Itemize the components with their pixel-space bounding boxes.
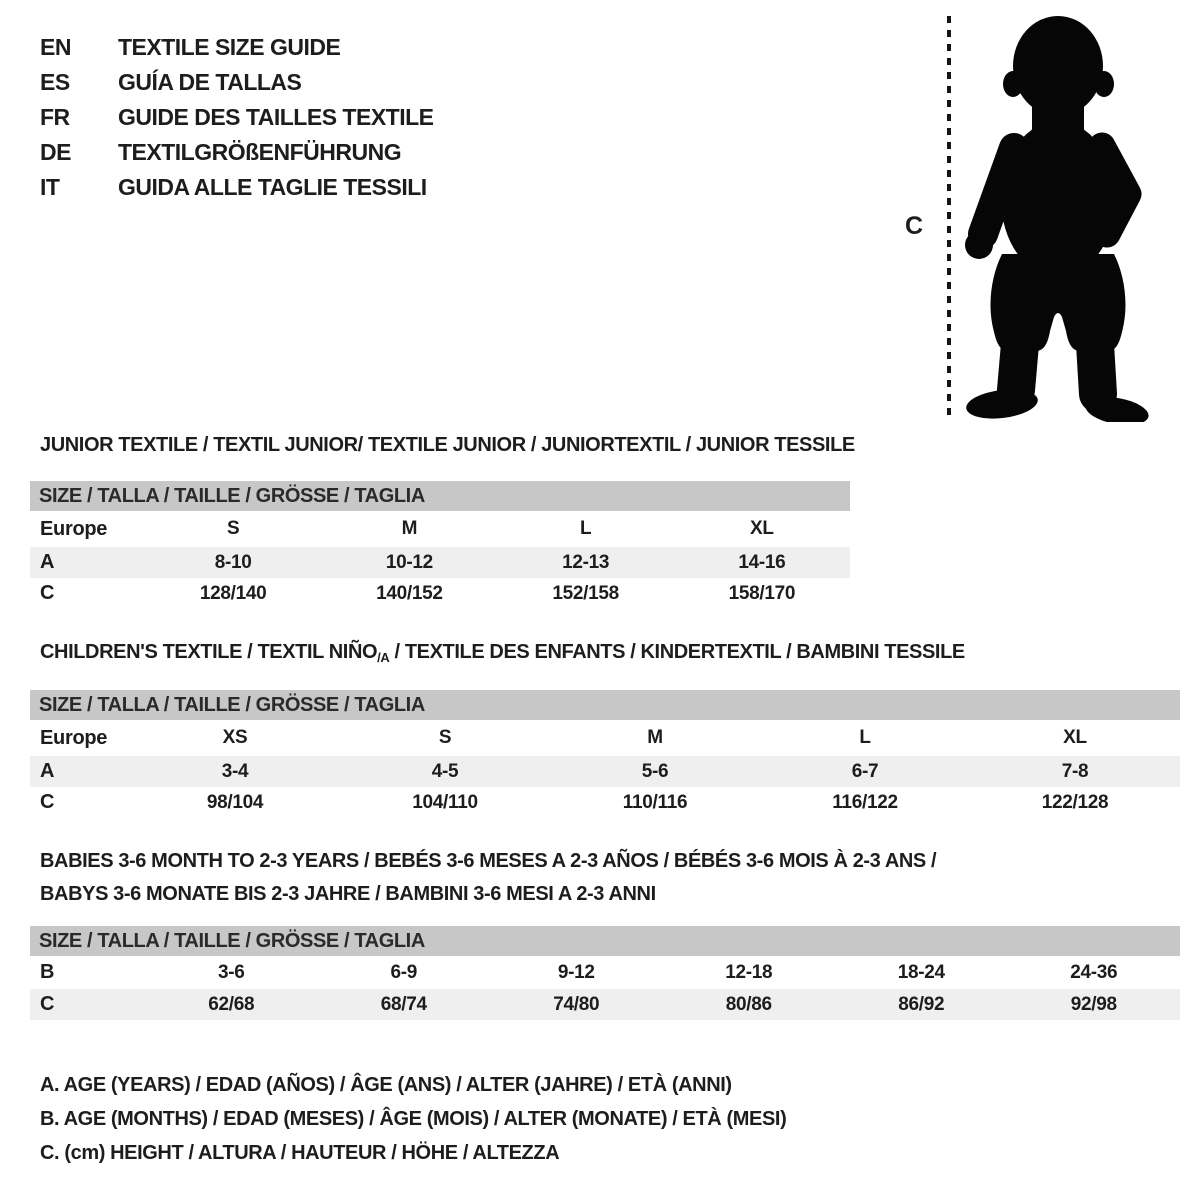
legend-age-months: B. AGE (MONTHS) / EDAD (MESES) / ÂGE (MOIS) / ALTER (MONATE) / ETÀ (MESI) <box>40 1108 787 1130</box>
size-band-header: SIZE / TALLA / TAILLE / GRÖSSE / TAGLIA <box>30 690 1180 720</box>
legend-block <box>40 1068 786 1170</box>
table-cell: 10-12 <box>385 551 433 573</box>
size-col: M <box>647 727 663 748</box>
table-cell: 140/152 <box>376 582 443 604</box>
row-label: A <box>40 551 55 573</box>
guide-title-en: TEXTILE SIZE GUIDE <box>118 34 341 60</box>
row-label: B <box>40 961 55 983</box>
table-cell: 9-12 <box>557 961 595 983</box>
legend-age-years: A. AGE (YEARS) / EDAD (AÑOS) / ÂGE (ANS) / ALTER (JAHRE) / ETÀ (ANNI) <box>40 1074 732 1096</box>
size-band-header: SIZE / TALLA / TAILLE / GRÖSSE / TAGLIA <box>30 926 1180 956</box>
children-age-row <box>30 756 1180 787</box>
table-cell: 62/68 <box>208 993 255 1015</box>
table-cell: 3-4 <box>221 760 249 782</box>
lang-row-en <box>40 30 434 65</box>
junior-section-title: JUNIOR TEXTILE / TEXTIL JUNIOR/ TEXTILE JUNIOR / JUNIORTEXTIL / JUNIOR TESSILE <box>40 434 855 456</box>
lang-row-es <box>40 65 434 100</box>
size-col: S <box>226 518 240 539</box>
children-size-header-row <box>30 720 1180 756</box>
children-section-title <box>40 641 965 669</box>
guide-title-it: GUIDA ALLE TAGLIE TESSILI <box>118 174 427 200</box>
table-cell: 86/92 <box>898 993 945 1015</box>
lang-row-fr <box>40 100 434 135</box>
language-title-block <box>40 30 434 205</box>
table-cell: 24-36 <box>1070 961 1118 983</box>
lang-code: EN <box>40 34 71 60</box>
children-title-suffix: / TEXTILE DES ENFANTS / KINDERTEXTIL / BAMBINI TESSILE <box>389 641 965 663</box>
size-col: L <box>859 727 871 748</box>
table-cell: 8-10 <box>214 551 252 573</box>
children-title-subscript: /A <box>377 650 390 665</box>
table-cell: 98/104 <box>206 791 264 813</box>
babies-size-table <box>30 926 1180 1020</box>
height-measure-label: C <box>905 212 924 240</box>
junior-size-table <box>30 481 850 609</box>
size-band-header: SIZE / TALLA / TAILLE / GRÖSSE / TAGLIA <box>30 481 850 511</box>
size-col: S <box>438 727 452 748</box>
size-col: L <box>579 518 592 539</box>
children-size-table <box>30 690 1180 818</box>
table-cell: 6-7 <box>851 760 879 782</box>
table-cell: 12-13 <box>562 551 610 573</box>
children-height-row <box>30 787 1180 818</box>
table-cell: 110/116 <box>622 791 688 813</box>
row-label: C <box>40 791 55 813</box>
table-cell: 18-24 <box>897 961 945 983</box>
size-col: XL <box>750 518 774 539</box>
row-label: C <box>40 993 55 1015</box>
table-cell: 122/128 <box>1041 791 1109 813</box>
guide-title-fr: GUIDE DES TAILLES TEXTILE <box>118 104 434 130</box>
lang-code: FR <box>40 104 70 130</box>
size-col: XL <box>1063 727 1087 748</box>
guide-title-es: GUÍA DE TALLAS <box>118 69 302 95</box>
table-cell: 7-8 <box>1061 760 1089 782</box>
table-cell: 80/86 <box>725 993 772 1015</box>
table-cell: 92/98 <box>1070 993 1117 1015</box>
table-cell: 74/80 <box>553 993 600 1015</box>
babies-height-row <box>30 989 1180 1020</box>
size-col: XS <box>222 727 248 748</box>
lang-row-de <box>40 135 434 170</box>
toddler-silhouette-icon <box>956 14 1154 422</box>
table-cell: 158/170 <box>728 582 796 604</box>
size-col: M <box>401 518 418 539</box>
lang-code: DE <box>40 139 71 165</box>
children-title-prefix: CHILDREN'S TEXTILE / TEXTIL NIÑO <box>40 641 378 663</box>
table-cell: 116/122 <box>832 791 898 813</box>
guide-title-de: TEXTILGRÖßENFÜHRUNG <box>118 139 402 165</box>
row-label: Europe <box>40 517 108 540</box>
babies-section-title-line1: BABIES 3-6 MONTH TO 2-3 YEARS / BEBÉS 3-6 MESES A 2-3 AÑOS / BÉBÉS 3-6 MOIS À 2-3 ANS / <box>40 850 937 872</box>
table-cell: 12-18 <box>725 961 773 983</box>
table-cell: 68/74 <box>380 993 427 1015</box>
table-cell: 5-6 <box>641 760 669 782</box>
lang-row-it <box>40 170 434 205</box>
table-cell: 104/110 <box>412 791 478 813</box>
table-cell: 128/140 <box>199 582 267 604</box>
table-cell: 14-16 <box>738 551 786 573</box>
junior-size-header-row <box>30 511 850 547</box>
height-measure-dotted-line <box>947 16 951 418</box>
table-cell: 4-5 <box>431 760 459 782</box>
table-cell: 3-6 <box>217 961 245 983</box>
junior-height-row <box>30 578 850 609</box>
babies-section-title-line2: BABYS 3-6 MONATE BIS 2-3 JAHRE / BAMBINI 3-6 MESI A 2-3 ANNI <box>40 883 656 905</box>
lang-code: IT <box>40 174 60 200</box>
legend-height-cm: C. (cm) HEIGHT / ALTURA / HAUTEUR / HÖHE / ALTEZZA <box>40 1142 560 1164</box>
table-cell: 152/158 <box>552 582 619 604</box>
row-label: C <box>40 582 55 604</box>
row-label: A <box>40 760 55 782</box>
junior-age-row <box>30 547 850 578</box>
row-label: Europe <box>40 726 108 749</box>
table-cell: 6-9 <box>390 961 418 983</box>
babies-age-row <box>30 956 1180 989</box>
lang-code: ES <box>40 69 70 95</box>
